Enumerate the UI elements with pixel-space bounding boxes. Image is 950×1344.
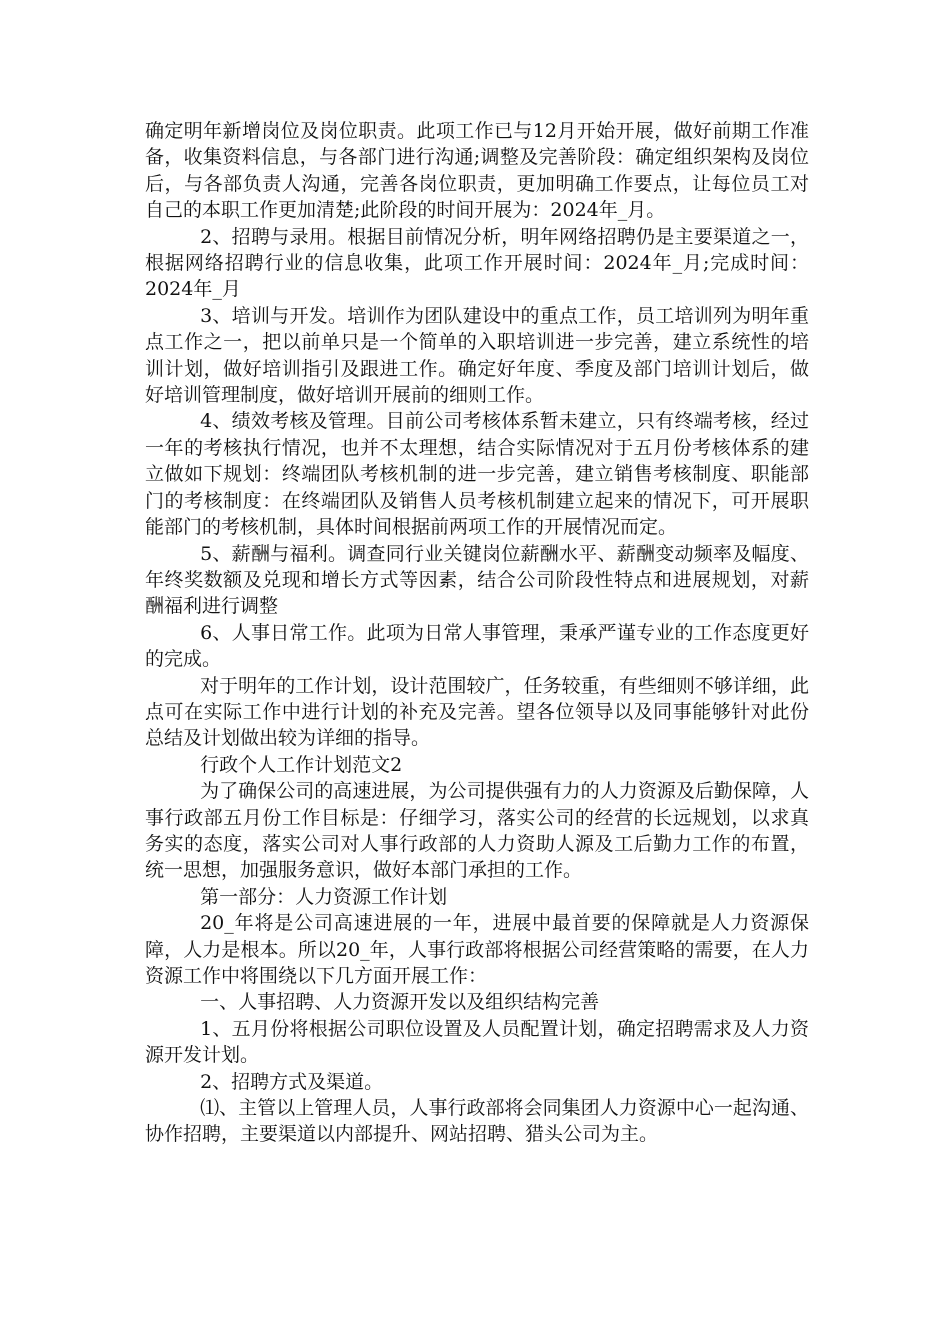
paragraph-closing: 对于明年的工作计划，设计范围较广，任务较重，有些细则不够详细，此点可在实际工作中进行计划的补充及完善。望各位领导以及同事能够针对此份总结及计划做出较为详细的指导。 bbox=[145, 674, 809, 750]
paragraph-item-2-1: ⑴、主管以上管理人员，人事行政部将会同集团人力资源中心一起沟通、协作招聘，主要渠道以内部提升、网站招聘、猎头公司为主。 bbox=[145, 1097, 809, 1146]
paragraph-year-plan: 20_年将是公司高速进展的一年，进展中最首要的保障就是人力资源保障，人力是根本。所以20_年，人事行政部将根据公司经营策略的需要，在人力资源工作中将围绕以下几方面开展工作： bbox=[145, 912, 809, 987]
paragraph-item-2: 2、招聘方式及渠道。 bbox=[200, 1070, 384, 1093]
part-one-heading: 第一部分：人力资源工作计划 bbox=[200, 885, 448, 908]
paragraph-recruitment: 2、招聘与录用。根据目前情况分析，明年网络招聘仍是主要渠道之一，根据网络招聘行业的信息收集，此项工作开展时间：2024年_月;完成时间：2024年_月 bbox=[145, 225, 809, 301]
paragraph-job-definition: 确定明年新增岗位及岗位职责。此项工作已与12月开始开展，做好前期工作准备，收集资料信息，与各部门进行沟通;调整及完善阶段：确定组织架构及岗位后，与各部负责人沟通，完善各岗位职责，更加明确工作要点，让每位员工对自己的本职工作更加清楚;此阶段的时间开展为：2024年_月。 bbox=[145, 120, 809, 222]
subsection-heading: 一、人事招聘、人力资源开发以及组织结构完善 bbox=[200, 991, 600, 1014]
paragraph-performance: 4、绩效考核及管理。目前公司考核体系暂未建立，只有终端考核，经过一年的考核执行情况，也并不太理想，结合实际情况对于五月份考核体系的建立做如下规划：终端团队考核机制的进一步完善，建立销售考核制度、职能部门的考核制度：在终端团队及销售人员考核机制建立起来的情况下，可开展职能部门的考核机制，具体时间根据前两项工作的开展情况而定。 bbox=[145, 410, 809, 539]
paragraph-compensation: 5、薪酬与福利。调查同行业关键岗位薪酬水平、薪酬变动频率及幅度、年终奖数额及兑现和增长方式等因素，结合公司阶段性特点和进展规划，对薪酬福利进行调整 bbox=[145, 542, 809, 618]
paragraph-intro: 为了确保公司的高速进展，为公司提供强有力的人力资源及后勤保障，人事行政部五月份工作目标是：仔细学习，落实公司的经营的长远规划，以求真务实的态度，落实公司对人事行政部的人力资助人源及工后勤力工作的布置，统一思想，加强服务意识，做好本部门承担的工作。 bbox=[145, 780, 809, 882]
paragraph-item-1: 1、五月份将根据公司职位设置及人员配置计划，确定招聘需求及人力资源开发计划。 bbox=[145, 1017, 809, 1067]
paragraph-training: 3、培训与开发。培训作为团队建设中的重点工作，员工培训列为明年重点工作之一，把以前单只是一个简单的入职培训进一步完善，建立系统性的培训计划，做好培训指引及跟进工作。确定好年度、季度及部门培训计划后，做好培训管理制度，做好培训开展前的细则工作。 bbox=[145, 304, 809, 407]
paragraph-daily-work: 6、人事日常工作。此项为日常人事管理，秉承严谨专业的工作态度更好的完成。 bbox=[145, 621, 809, 671]
section-title: 行政个人工作计划范文2 bbox=[200, 753, 403, 776]
document-body bbox=[145, 118, 809, 1148]
